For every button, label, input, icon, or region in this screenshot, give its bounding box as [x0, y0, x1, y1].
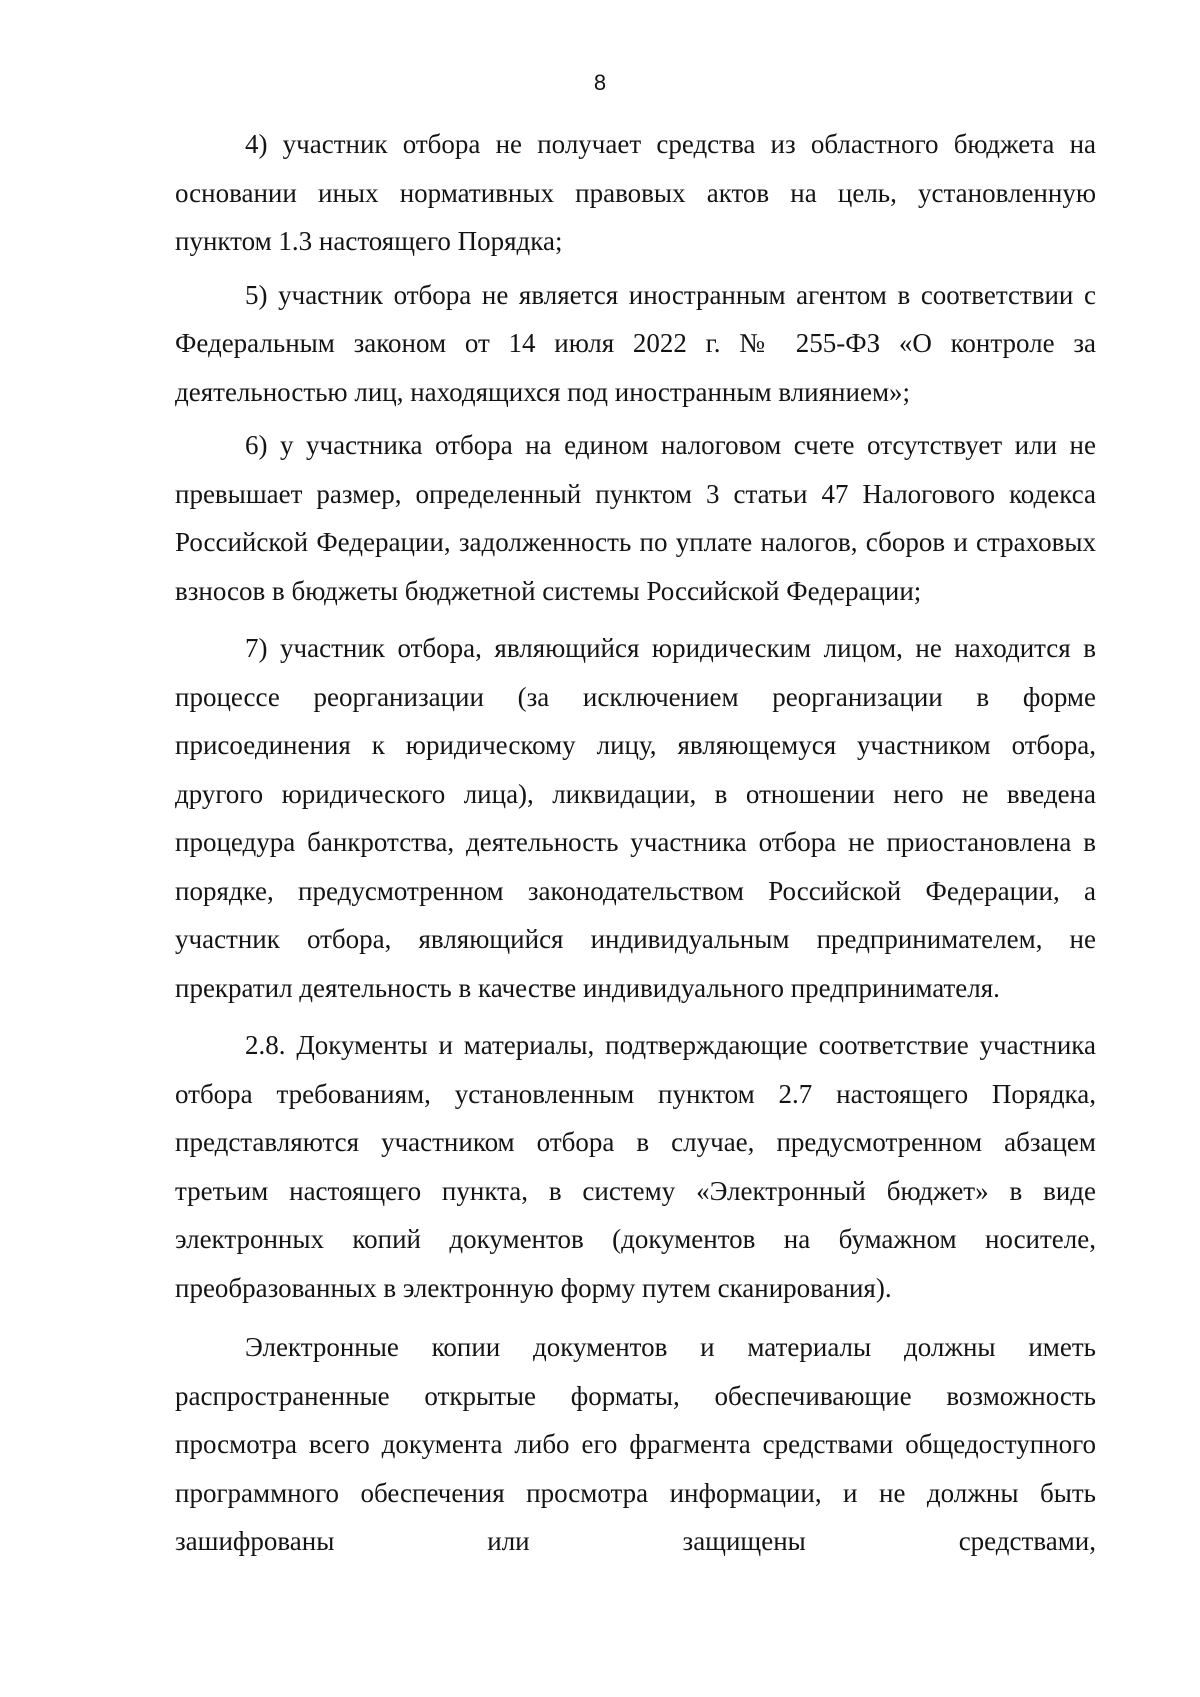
paragraph-item-5: 5) участник отбора не является иностранным агентом в соответствии с Федеральным законом от 14 июля 2022 г. № 255-ФЗ «О контроле за деятельностью лиц, находящихся под иностранным влиянием»;	[175, 279, 1096, 407]
paragraph-item-6: 6) у участника отбора на едином налоговом счете отсутствует или не превышает размер, определенный пунктом 3 статьи 47 Налогового кодекса Российской Федерации, задолженность по уплате налогов, сборов и страховых взносов в бюджеты бюджетной системы Российской Федерации;	[175, 430, 1096, 606]
paragraph-item-7: 7) участник отбора, являющийся юридическим лицом, не находится в процессе реорганизации (за исключением реорганизации в форме присоединения к юридическому лицу, являющемуся участником отбора, другого юридического лица), ликвидации, в отношении него не введена процедура банкротства, деятельность участника отбора не приостановлена в порядке, предусмотренном законодательством Российской Федерации, а участник отбора, являющийся индивидуальным предпринимателем, не прекратил деятельность в качестве индивидуального предпринимателя.	[175, 633, 1096, 1003]
page-number: 8	[593, 70, 607, 95]
document-body	[175, 120, 1096, 1566]
paragraph-clause-2-8: 2.8. Документы и материалы, подтверждающие соответствие участника отбора требованиям, установленным пунктом 2.7 настоящего Порядка, представляются участником отбора в случае, предусмотренном абзацем третьим настоящего пункта, в систему «Электронный бюджет» в виде электронных копий документов (документов на бумажном носителе, преобразованных в электронную форму путем сканирования).	[175, 1030, 1096, 1303]
paragraph-item-4: 4) участник отбора не получает средства из областного бюджета на основании иных нормативных правовых актов на цель, установленную пунктом 1.3 настоящего Порядка;	[175, 129, 1096, 256]
paragraph-electronic-copies: Электронные копии документов и материалы должны иметь распространенные открытые форматы, обеспечивающие возможность просмотра всего документа либо его фрагмента средствами общедоступного программного обеспечения просмотра информации, и не должны быть зашифрованы или защищены средствами,	[175, 1332, 1096, 1556]
